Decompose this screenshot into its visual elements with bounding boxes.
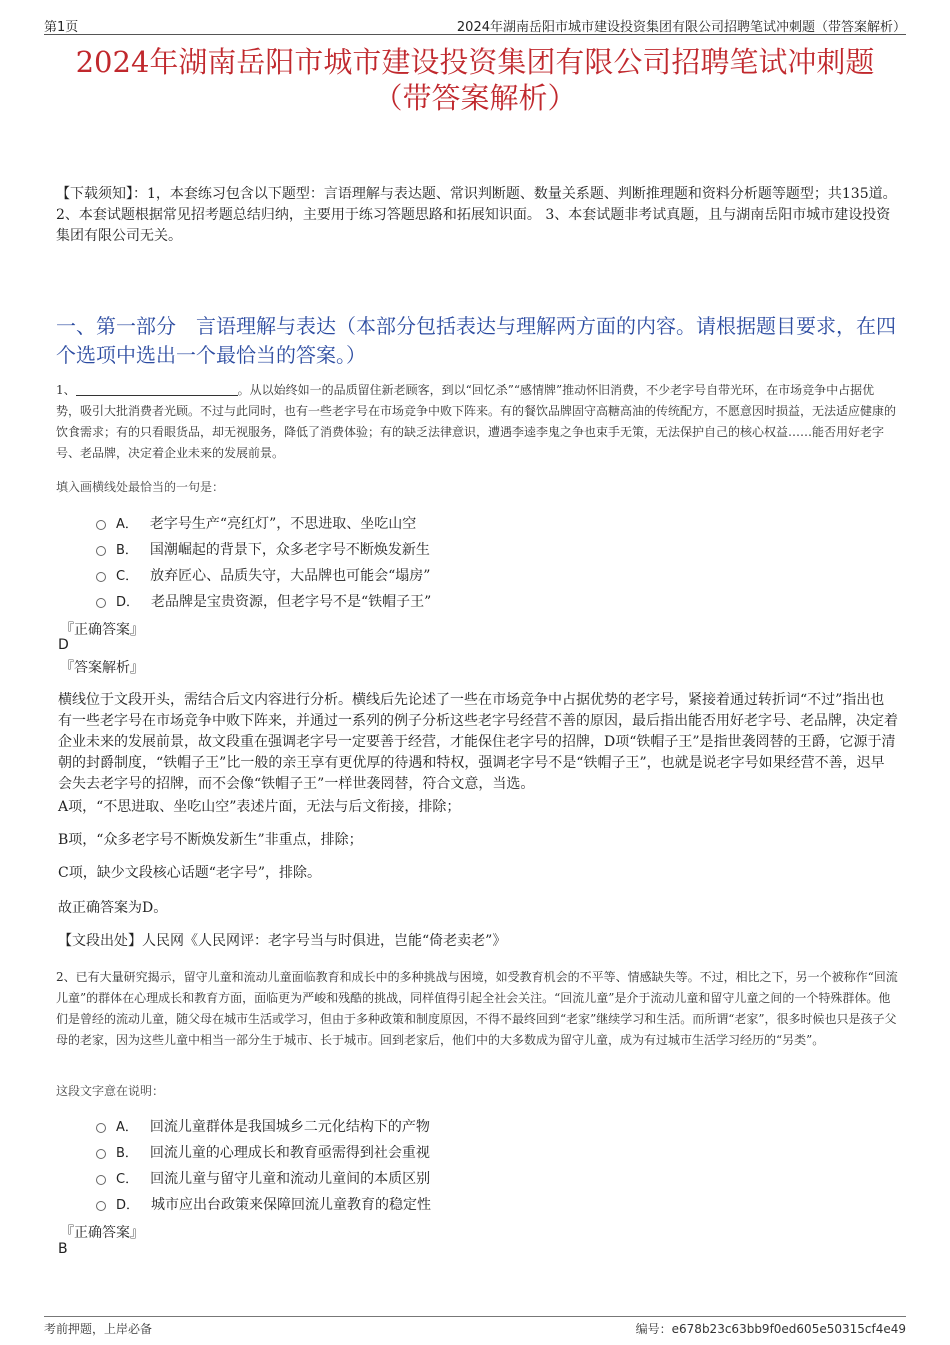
option-letter: C． <box>116 569 139 584</box>
q1-note-c: C项，缺少文段核心话题“老字号”，排除。 <box>58 865 322 881</box>
question-1-number: 1、 <box>56 383 76 397</box>
radio-icon[interactable] <box>96 520 106 530</box>
question-1-text: 。从以始终如一的品质留住新老顾客，到以“回忆杀”“感情牌”推动怀旧消费，不少老字号自带光环，在市场竞争中占据优势，吸引大批消费者光顾。不过与此同时，也有一些老字号在市场竞争中败下阵来。有的餐饮品牌固守高糖高油的传统配方，不愿意因时损益，无法适应健康的饮食需求；有的只看眼货品，却无视服务，降低了消费体验；有的缺乏法律意识，遭遇李逵李鬼之争也束手无策，无法保护自己的核心权益……能否用好老字号、老品牌，决定着企业未来的发展前景。 <box>56 383 897 460</box>
title-line-2: （带答案解析） <box>373 81 577 115</box>
option-letter: C． <box>116 1172 139 1187</box>
radio-icon[interactable] <box>96 1123 106 1133</box>
option-text: 回流儿童的心理成长和教育亟需得到社会重视 <box>149 1145 430 1161</box>
question-2-prompt: 这段文字意在说明： <box>56 1084 165 1098</box>
q1-analysis-label: 『答案解析』 <box>60 660 144 676</box>
q2-option-b[interactable] <box>96 1142 430 1162</box>
q1-answer-label: 『正确答案』 <box>60 622 144 638</box>
q2-option-a[interactable] <box>96 1116 430 1136</box>
question-1-stem <box>56 380 898 464</box>
option-text: 国潮崛起的背景下，众多老字号不断焕发新生 <box>149 542 430 558</box>
download-notice: 【下载须知】：1，本套练习包含以下题型：言语理解与表达题、常识判断题、数量关系题、判断推理题和资料分析题等题型；共135道。 2、本套试题根据常见招考题总结归纳，主要用于练习答题思路和拓展知识面。 3、本套试题非考试真题，且与湖南岳阳市城市建设投资集团有限公司无关。 <box>56 186 897 244</box>
radio-icon[interactable] <box>96 572 106 582</box>
page-header <box>44 14 906 35</box>
q2-answer-label: 『正确答案』 <box>60 1225 144 1241</box>
section-heading: 一、第一部分 言语理解与表达（本部分包括表达与理解两方面的内容。请根据题目要求，在四个选项中选出一个最恰当的答案。） <box>56 314 896 367</box>
option-text: 老品牌是宝贵资源，但老字号不是“铁帽子王” <box>151 594 432 610</box>
q1-source: 【文段出处】人民网《人民网评：老字号当与时俱进，岂能“倚老卖老”》 <box>58 933 507 949</box>
option-text: 放弃匠心、品质失守，大品牌也可能会“塌房” <box>150 568 431 584</box>
q1-note-b: B项，“众多老字号不断焕发新生”非重点，排除； <box>58 832 363 848</box>
option-text: 回流儿童与留守儿童和流动儿童间的本质区别 <box>150 1171 431 1187</box>
q1-option-d[interactable] <box>96 591 431 611</box>
page-number: 第1页 <box>44 20 79 35</box>
q1-option-a[interactable] <box>96 513 416 533</box>
option-letter: A． <box>116 517 138 532</box>
option-letter: B． <box>116 543 138 558</box>
document-title <box>20 44 930 116</box>
question-1-prompt: 填入画横线处最恰当的一句是： <box>56 480 225 494</box>
radio-icon[interactable] <box>96 1149 106 1159</box>
footer-serial: 编号：e678b23c63bb9f0ed605e50315cf4e49 <box>635 1322 906 1336</box>
option-letter: D． <box>116 595 140 610</box>
radio-icon[interactable] <box>96 546 106 556</box>
option-letter: A． <box>116 1120 138 1135</box>
q1-analysis: 横线位于文段开头，需结合后文内容进行分析。横线后先论述了一些在市场竞争中占据优势的老字号，紧接着通过转折词“不过”指出也有一些老字号在市场竞争中败下阵来，并通过一系列的例子分析这些老字号经营不善的原因，最后指出能否用好老字号、老品牌，决定着企业未来的发展前景，故文段重在强调老字号一定要善于经营，才能保住老字号的招牌，D项“铁帽子王”是指世袭罔替的王爵，它源于清朝的封爵制度，“铁帽子王”比一般的亲王享有更优厚的待遇和特权，强调老字号不是“铁帽子王”，也就是说老字号如果经营不善，迟早会失去老字号的招牌，而不会像“铁帽子王”一样世袭罔替，符合文意，当选。 <box>58 692 898 792</box>
option-text: 城市应出台政策来保障回流儿童教育的稳定性 <box>151 1197 432 1213</box>
radio-icon[interactable] <box>96 598 106 608</box>
option-text: 回流儿童群体是我国城乡二元化结构下的产物 <box>149 1119 430 1135</box>
title-line-1: 2024年湖南岳阳市城市建设投资集团有限公司招聘笔试冲刺题 <box>75 45 875 79</box>
q1-option-c[interactable] <box>96 565 430 585</box>
radio-icon[interactable] <box>96 1175 106 1185</box>
q2-option-c[interactable] <box>96 1168 430 1188</box>
q1-answer: D <box>58 637 69 653</box>
q2-option-d[interactable] <box>96 1194 431 1214</box>
q1-conclusion: 故正确答案为D。 <box>58 900 168 916</box>
question-2-stem: 2、已有大量研究揭示，留守儿童和流动儿童面临教育和成长中的多种挑战与困境，如受教育机会的不平等、情感缺失等。不过，相比之下，另一个被称作“回流儿童”的群体在心理成长和教育方面，面临更为严峻和残酷的挑战，同样值得引起全社会关注。“回流儿童”是介于流动儿童和留守儿童之间的一个特殊群体。他们是曾经的流动儿童，随父母在城市生活或学习，但由于多种政策和制度原因，不得不最终回到“老家”继续学习和生活。而所谓“老家”，很多时候也只是孩子父母的老家，因为这些儿童中相当一部分生于城市、长于城市。回到老家后，他们中的大多数成为留守儿童，成为有过城市生活学习经历的“另类”。 <box>56 970 898 1047</box>
header-doc-title: 2024年湖南岳阳市城市建设投资集团有限公司招聘笔试冲刺题（带答案解析） <box>456 20 906 35</box>
q1-note-a: A项，“不思进取、坐吃山空”表述片面，无法与后文衔接，排除； <box>58 799 461 815</box>
radio-icon[interactable] <box>96 1201 106 1211</box>
page-footer <box>44 1316 906 1336</box>
fill-blank-line <box>76 382 238 396</box>
option-letter: B． <box>116 1146 138 1161</box>
option-text: 老字号生产“亮红灯”，不思进取、坐吃山空 <box>149 516 417 532</box>
q2-answer: B <box>58 1241 68 1257</box>
option-letter: D． <box>116 1198 140 1213</box>
q1-option-b[interactable] <box>96 539 430 559</box>
footer-slogan: 考前押题，上岸必备 <box>44 1322 153 1336</box>
